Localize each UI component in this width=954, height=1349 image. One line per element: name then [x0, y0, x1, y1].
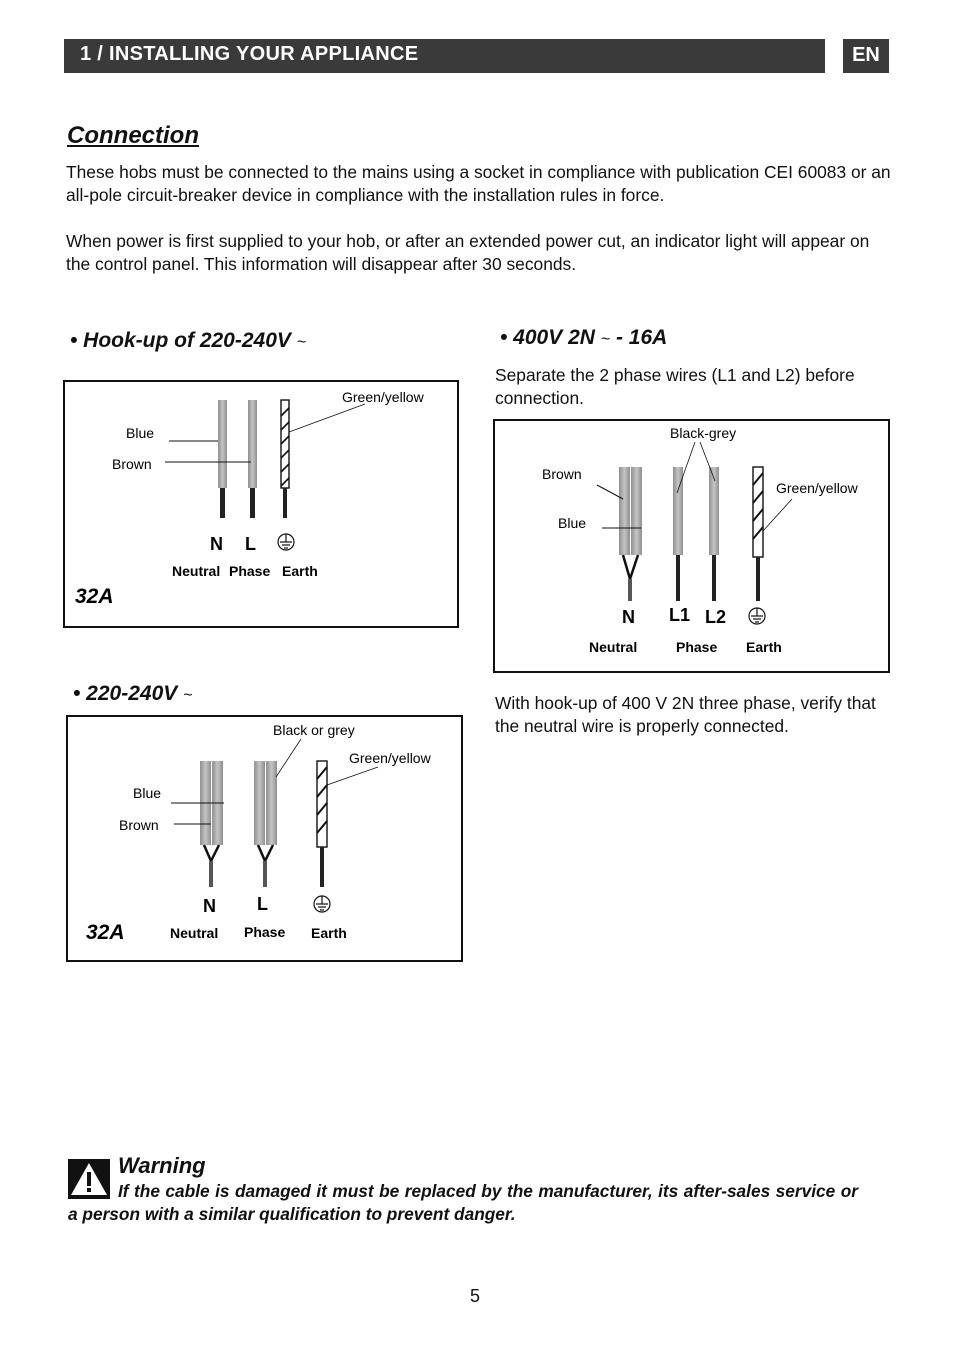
fig1-neutral-wire: [218, 400, 227, 488]
fig2-rating: 32A: [86, 921, 125, 944]
wiring-diagram-220-240v: [66, 715, 463, 962]
intro-paragraph: These hobs must be connected to the mains using a socket in compliance with publication CEI 60083 or an all-pole circuit-breaker device in compliance with the installation rules in force.: [66, 162, 891, 205]
warning-title: Warning: [118, 1153, 206, 1178]
fig2-label-brown: Brown: [119, 817, 159, 833]
fig3-term-l1: L1: [669, 605, 691, 625]
fig3-label-black-grey: Black-grey: [670, 425, 737, 441]
fig1-heading-text: • Hook-up of 220-240V: [70, 329, 291, 352]
fig1-svg: [65, 382, 461, 630]
fig2-earth-symbol-icon: [314, 896, 330, 912]
fig1-phase-wire: [248, 400, 257, 488]
wiring-diagram-220-240v-hookup: [63, 380, 459, 628]
fig1-caption-neutral: Neutral: [172, 563, 221, 579]
fig2-caption-neutral: Neutral: [170, 925, 219, 941]
fig1-label-blue: Blue: [126, 425, 155, 441]
fig1-term-l: L: [245, 534, 256, 554]
fig1-neutral-core: [220, 488, 225, 518]
page-number: 5: [469, 1286, 480, 1306]
fig1-earth-wire: [281, 400, 289, 488]
page-title: Connection: [67, 122, 199, 149]
section-header-title: 1 / INSTALLING YOUR APPLIANCE: [80, 43, 419, 65]
fig2-neutral-split: [204, 845, 219, 861]
fig3-l2-wire: [709, 467, 719, 555]
fig1-heading: [70, 329, 306, 353]
section-header-bar: [64, 39, 825, 73]
fig3-term-n: N: [622, 607, 635, 627]
fig2-phase-split: [258, 845, 273, 861]
fig2-label-blue: Blue: [133, 785, 162, 801]
fig2-term-n: N: [203, 896, 216, 916]
fig1-earth-symbol-icon: [278, 534, 294, 550]
fig2-svg: [68, 717, 465, 964]
fig3-heading-text-a: • 400V 2N: [500, 326, 595, 349]
fig3-heading-text-b: - 16A: [615, 326, 668, 349]
fig1-caption-earth: Earth: [282, 563, 318, 579]
fig3-label-blue: Blue: [558, 515, 587, 531]
language-badge: EN: [843, 39, 889, 73]
fig1-term-n: N: [210, 534, 223, 554]
fig1-earth-core: [283, 488, 287, 518]
fig3-svg: [495, 421, 892, 675]
fig3-caption-earth: Earth: [746, 639, 782, 655]
fig2-caption-earth: Earth: [311, 925, 347, 941]
fig3-neutral-split: [623, 555, 638, 579]
fig3-heading-tilde: ~: [600, 331, 611, 348]
fig3-caption-neutral: Neutral: [589, 639, 638, 655]
fig2-label-black-or-grey: Black or grey: [273, 722, 355, 738]
warning-text: If the cable is damaged it must be replaced by the manufacturer, its after-sales service or a person with a similar qualification to prevent danger.: [68, 1181, 858, 1224]
fig1-rating: 32A: [75, 585, 114, 608]
fig2-heading: [73, 682, 192, 706]
fig3-note: With hook-up of 400 V 2N three phase, verify that the neutral wire is properly connected.: [495, 693, 876, 736]
fig2-term-l: L: [257, 894, 268, 914]
fig3-caption-phase: Phase: [676, 639, 718, 655]
power-paragraph: When power is first supplied to your hob, or after an extended power cut, an indicator light will appear on the control panel. This information will disappear after 30 seconds.: [66, 231, 870, 274]
fig3-heading: [500, 326, 667, 350]
fig2-heading-text: • 220-240V: [73, 682, 178, 705]
fig3-label-brown: Brown: [542, 466, 582, 482]
fig2-label-green-yellow: Green/yellow: [349, 750, 431, 766]
fig3-intro: Separate the 2 phase wires (L1 and L2) before connection.: [495, 365, 855, 408]
fig1-label-green-yellow: Green/yellow: [342, 389, 424, 405]
fig2-caption-phase: Phase: [244, 924, 286, 940]
fig1-phase-core: [250, 488, 255, 518]
fig3-term-l2: L2: [705, 607, 727, 627]
wiring-diagram-400v-2n: [493, 419, 890, 673]
fig1-heading-tilde: ~: [296, 334, 307, 351]
fig1-label-brown: Brown: [112, 456, 152, 472]
fig3-label-green-yellow: Green/yellow: [776, 480, 858, 496]
fig3-earth-symbol-icon: [749, 608, 765, 624]
fig2-heading-tilde: ~: [183, 687, 193, 704]
fig1-caption-phase: Phase: [229, 563, 271, 579]
